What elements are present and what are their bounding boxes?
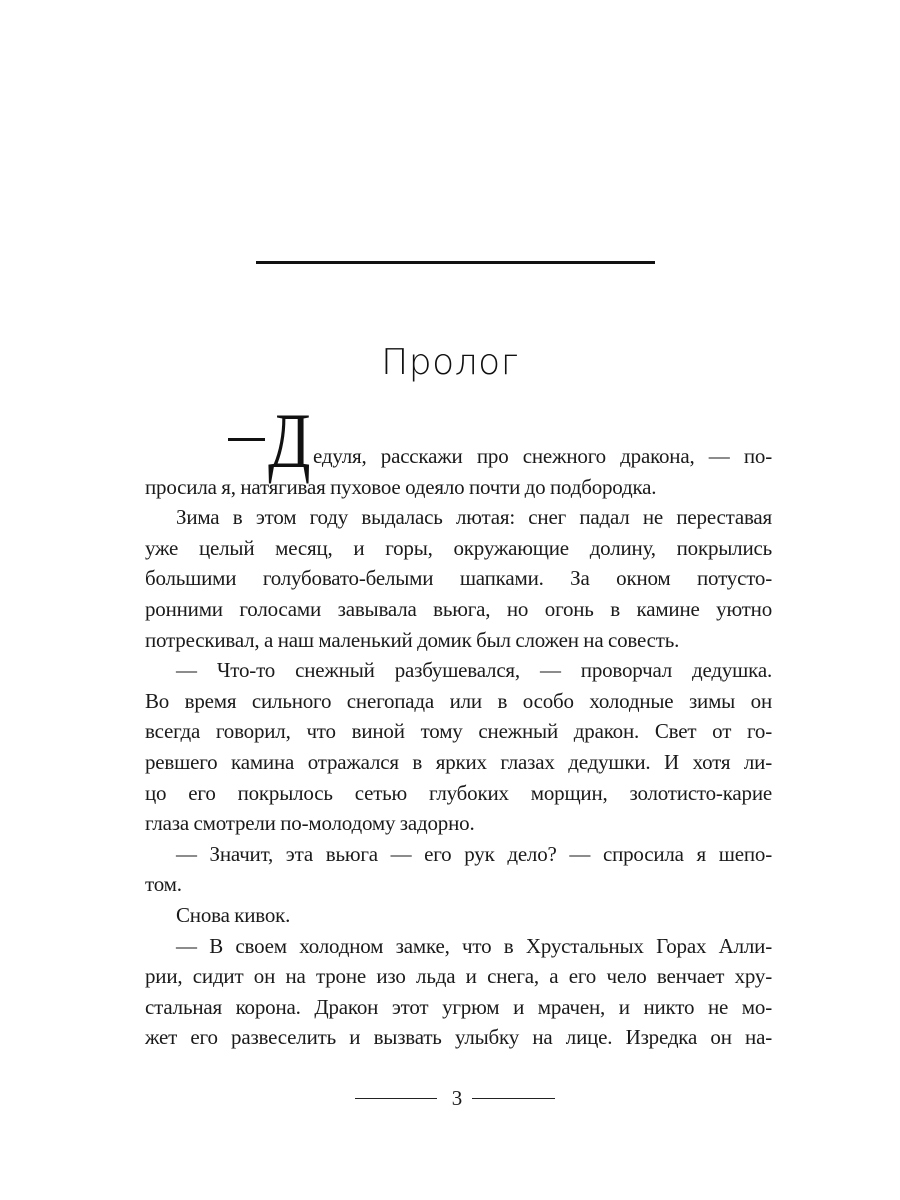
page-number-rule-left <box>355 1098 437 1099</box>
text-line: — Значит, эта вьюга — его рук дело? — спросила я шепо- <box>176 841 772 866</box>
text-line: ронними голосами завывала вьюга, но огонь в камине уютно <box>145 597 772 621</box>
page-number-rule-right <box>472 1098 555 1099</box>
text-line: большими голубовато-белыми шапками. За окном потусто- <box>145 566 772 591</box>
text-line: — Что-то снежный разбушевался, — проворчал дедушка. <box>176 658 772 683</box>
text-line: стальная корона. Дракон этот угрюм и мрачен, и никто не мо- <box>145 994 772 1019</box>
opening-dash <box>228 438 265 441</box>
text-line: едуля, расскажи про снежного дракона, — по- <box>313 444 772 468</box>
page-number: 3 <box>451 1086 463 1110</box>
text-line: Снова кивок. <box>176 903 291 927</box>
text-line: потрескивал, а наш маленький домик был сложен на совесть. <box>145 627 680 652</box>
chapter-title: Пролог <box>381 342 519 383</box>
chapter-top-rule <box>256 261 655 264</box>
text-line: Зима в этом году выдалась лютая: снег падал не переставая <box>176 505 772 530</box>
text-line: жет его развеселить и вызвать улыбку на лице. Изредка он на- <box>145 1025 772 1050</box>
text-line: том. <box>145 872 182 897</box>
text-line: всегда говорил, что виной тому снежный дракон. Свет от го- <box>145 719 772 744</box>
text-line: рии, сидит он на троне изо льда и снега, а его чело венчает хру- <box>145 964 772 989</box>
text-line: Во время сильного снегопада или в особо холодные зимы он <box>145 688 772 713</box>
text-line: — В своем холодном замке, что в Хрустальных Горах Алли- <box>176 933 772 958</box>
text-line: глаза смотрели по-молодому задорно. <box>145 811 475 836</box>
text-line: ревшего камина отражался в ярких глазах дедушки. И хотя ли- <box>145 750 772 774</box>
text-line: уже целый месяц, и горы, окружающие долину, покрылись <box>145 535 772 560</box>
drop-cap: Д <box>268 397 311 484</box>
text-line: цо его покрылось сетью глубоких морщин, золотисто-карие <box>145 780 772 805</box>
text-line: просила я, натягивая пуховое одеяло почти до подбородка. <box>145 474 657 499</box>
